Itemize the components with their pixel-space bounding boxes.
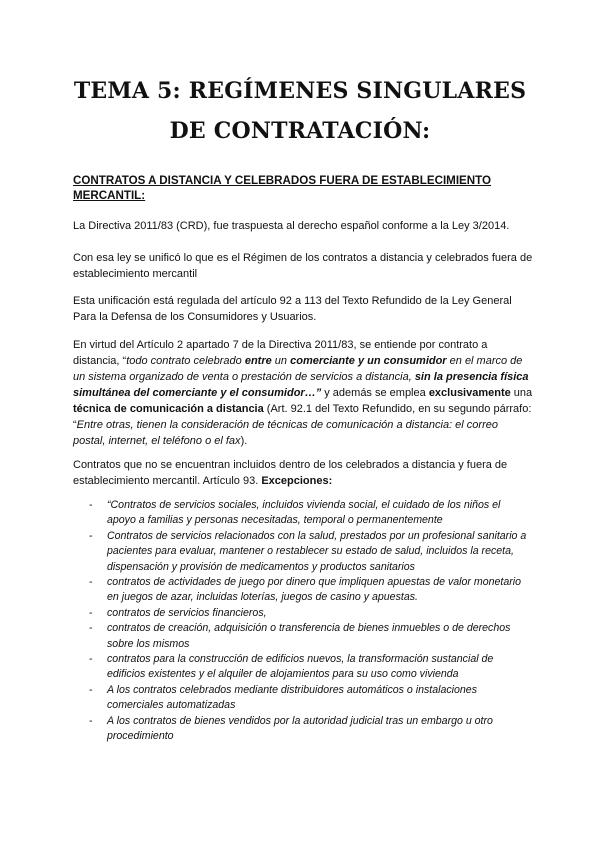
dash-bullet: -: [89, 576, 93, 589]
list-item: [89, 714, 529, 745]
exceptions-intro-text: Contratos que no se encuentran incluidos dentro de los celebrados a distancia y fuera de establecimiento mercantil. Artículo 93.: [73, 459, 508, 487]
list-item-text: A los contratos celebrados mediante distribuidores automáticos o instalaciones comerciales automatizadas: [107, 683, 477, 712]
section-heading: CONTRATOS A DISTANCIA Y CELEBRADOS FUERA DE ESTABLECIMIENTO MERCANTIL:: [73, 174, 492, 202]
list-item-text: contratos para la construcción de edificios nuevos, la transformación sustancial de edificios existentes y el alquiler de alojamientos para su uso como vivienda: [107, 653, 494, 681]
definition-emphasis: sin la presencia física simultánea del comerciante y el consumidor…”: [73, 371, 529, 399]
list-item-text: Contratos de servicios relacionados con la salud, prestados por un profesional sanitario a pacientes para evaluar, mantener o restablecer su estado de salud, incluidos la receta, dispensación y provisión de medicamentos y productos sanitarios: [107, 529, 527, 573]
list-item-text: A los contratos de bienes vendidos por la autoridad judicial tras un embargo u otro procedimiento: [107, 714, 493, 743]
definition-emphasis: exclusivamente: [428, 387, 511, 399]
list-item-text: contratos de servicios financieros,: [107, 606, 267, 619]
paragraph-regulation: Esta unificación está regulada del artículo 92 a 113 del Texto Refundido de la Ley General Para la Defensa de los Consumidores y Usuarios.: [73, 295, 512, 323]
list-item: [89, 529, 529, 575]
definition-text: (Art. 92.1 del Texto Refundido, en su segundo párrafo: “: [73, 403, 532, 431]
dash-bullet: -: [89, 499, 93, 511]
definition-quote: Entre otras, tienen la consideración de técnicas de comunicación a distancia: el correo postal, internet, el teléfono o el fax: [73, 419, 498, 447]
page-title-line-1: TEMA 5: REGÍMENES SINGULARES: [73, 78, 527, 104]
definition-emphasis: técnica de comunicación a distancia: [73, 403, 264, 415]
definition-emphasis: entre: [244, 355, 272, 367]
list-item: [89, 652, 529, 683]
definition-quote: un: [271, 355, 291, 367]
definition-text: En virtud del Artículo 2 apartado 7 de la Directiva 2011/83, se entiende por contrato a distancia, “: [73, 339, 488, 367]
definition-text: y además se emplea: [321, 387, 429, 399]
list-item-text: contratos de creación, adquisición o transferencia de bienes inmuebles o de derechos sobre los mismos: [107, 622, 511, 650]
paragraph-unification: Con esa ley se unificó lo que es el Régimen de los contratos a distancia y celebrados fuera de establecimiento mercantil: [73, 252, 533, 280]
dash-bullet: -: [89, 714, 93, 727]
list-item-text: contratos de actividades de juego por dinero que impliquen apuestas de valor monetario en juegos de azar, incluidas loterías, juegos de casino y apuestas.: [107, 576, 522, 604]
dash-bullet: -: [89, 622, 93, 635]
dash-bullet: -: [89, 683, 93, 696]
exceptions-label: Excepciones:: [261, 475, 333, 487]
dash-bullet: -: [89, 606, 93, 619]
definition-quote: todo contrato celebrado: [126, 355, 245, 367]
dash-bullet: -: [89, 529, 93, 542]
definition-text: una: [510, 387, 533, 399]
definition-quote: en el marco de un sistema organizado de venta o prestación de servicios a distancia,: [73, 355, 523, 383]
definition-emphasis: comerciante y un consumidor: [290, 355, 447, 367]
dash-bullet: -: [89, 653, 93, 666]
paragraph-definition: [73, 337, 533, 449]
list-item: [89, 606, 529, 621]
page-title-line-2: DE CONTRATACIÓN:: [169, 118, 431, 144]
paragraph-exceptions-intro: [73, 457, 533, 489]
list-item: [89, 498, 529, 529]
list-item: [89, 683, 529, 714]
list-item: [89, 621, 529, 652]
list-item: [89, 575, 529, 606]
list-item-text: “Contratos de servicios sociales, incluidos vivienda social, el cuidado de los niños el apoyo a familias y personas necesitadas, temporal o permanentemente: [107, 499, 501, 527]
paragraph-directive: La Directiva 2011/83 (CRD), fue traspuesta al derecho español conforme a la Ley 3/2014.: [73, 220, 510, 232]
exceptions-list: [89, 498, 529, 745]
definition-text: ).: [240, 435, 248, 447]
